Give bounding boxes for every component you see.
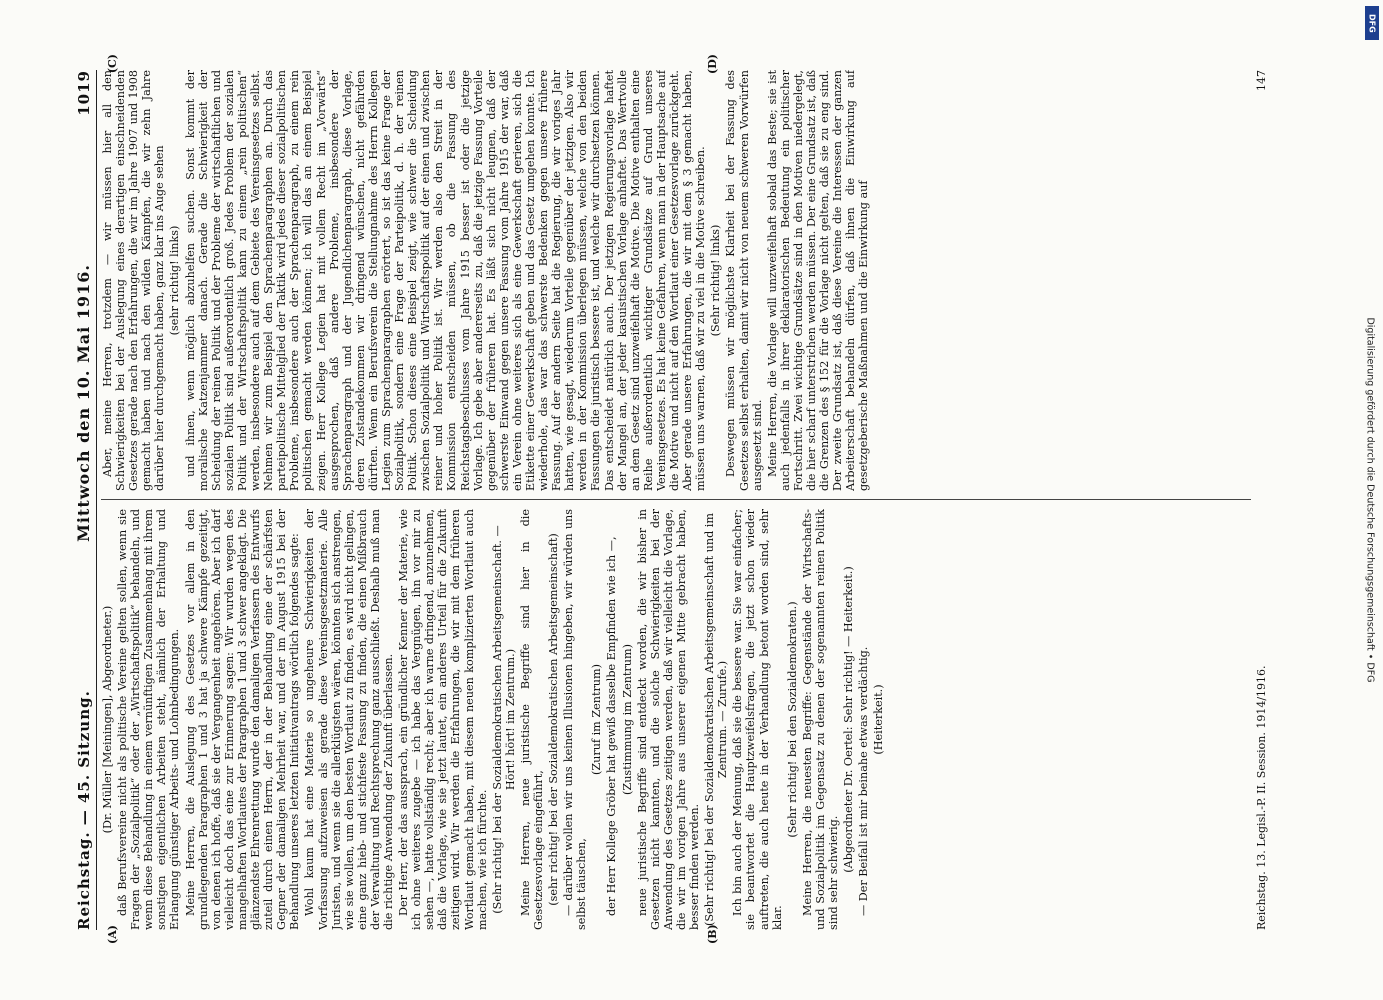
paragraph: neue juristische Begriffe sind entdeckt worden, die wir bisher in Gesetzen nicht kannten, und die solche Schwierigkeiten bei der Anwendung des Gesetzes zeitigen werden, daß wir vielleicht die Vorlage, die wir im vorigen Jahre aus unserer eigenen Mitte gebracht haben, besser finden werden. (635, 509, 702, 930)
page-header (74, 70, 97, 930)
footer-sheet-number: 147 (1255, 70, 1268, 91)
paragraph: (Zustimmung im Zentrum) (620, 644, 634, 795)
text-columns (101, 70, 1251, 930)
paragraph: und ihnen, wenn möglich abzuhelfen suchen. Sonst kommt der moralische Katzenjammer danach. Gerade die Schwierigkeit der Scheidung der reinen Politik und der Probleme der wirtschaftlichen und sozialen Politik sind außerordentlich groß. Jedes Problem der sozialen Politik und der Wirtschaftspolitik kann zu einem „rein politischen“ werden, insbesondere auch auf dem Gebiete des Vereinsgesetzes selbst. Nehmen wir zum Beispiel den Sprachenparagraphen an. Durch das parteipolitische Mittelglied der Taktik wird jedes dieser sozialpolitischen Probleme, insbesondere auch der Sprachenparagraph, zu einem rein politischen gemacht werden können; ich will das an einem Beispiel zeigen. Herr Kollege Legien hat mit vollem Recht im „Vorwärts“ ausgesprochen, daß andere Probleme, insbesondere der Sprachenparagraph und der Jugendlichenparagraph, diese Vorlage, deren Zustandekommen wir dringend wünschen, nicht gefährden dürften. Wenn ein Berufsverein die Stellungnahme des Herrn Kollegen Legien zum Sprachenparagraphen erörtert, so ist das keine Frage der Sozialpolitik, sondern eine Frage der Parteipolitik, d. h. der reinen Politik. Schon dieses eine Beispiel zeigt, wie schwer die Scheidung zwischen Sozialpolitik und Wirtschaftspolitik auf der einen und zwischen reiner und hoher Politik ist. Wir werden also den Streit in der Kommission entscheiden müssen, ob die Fassung des Reichstagsbeschlusses vom Jahre 1915 besser ist oder die jetzige Vorlage. Ich gebe aber andererseits zu, daß die jetzige Fassung Vorteile gegenüber der früheren hat. Es läßt sich nicht leugnen, daß der schwerste Einwand gegen unsere Fassung vom Jahre 1915 der war, daß ein Verein ohne weiteres sich als eine Gewerkschaft gerieren, sich die Etikette einer Gewerkschaft geben und das Gesetz umgehen konnte. Ich wiederhole, das war das schwerste Bedenken gegen unsere frühere Fassung. Auf der andern Seite hat die Regierung, die wir voriges Jahr hatten, wie gesagt, wiederum Vorteile gegenüber der jetzigen. Also wir werden in der Kommission überlegen müssen, welche von den beiden Fassungen die juristisch bessere ist, und welche wir durchsetzen können. Das entscheidet natürlich auch. Der jetzigen Regierungsvorlage haftet der Mangel an, der jeder kasuistischen Vorlage anhaftet. Das Wertvolle an dem Gesetz sind unzweifelhaft die Motive. Die Motive enthalten eine Reihe außerordentlich wichtiger Grundsätze auf Grund unseres Vereinsgesetzes. Es hat keine Gefahren, wenn man in der Hauptsache auf die Motive und nicht auf den Wortlaut einer Gesetzesvorlage zurückgeht. Aber gerade unsere Erfahrungen, die wir mit dem § 3 gemacht haben, müssen uns warnen, daß wir zu viel in die Motive schreiben. (183, 70, 708, 491)
paragraph: Meine Herren, neue juristische Begriffe sind hier in die Gesetzesvorlage eingeführt, (518, 509, 545, 930)
page-number: 1019 (75, 70, 93, 116)
paragraph: (sehr richtig! bei der Sozialdemokratischen Arbeitsgemeinschaft) (547, 533, 561, 906)
paragraph: Deswegen müssen wir möglichste Klarheit bei der Fassung des Gesetzes selbst erhalten, damit wir nicht von neuem schweren Vorwürfen ausgesetzt sind. (724, 70, 764, 491)
paragraph: Meine Herren, die neuesten Begriffe: Gegenstände der Wirtschafts- und Sozialpolitik im Gegensatz zu denen der sogenannten reinen Politik sind sehr schwierig. (800, 509, 840, 930)
paragraph: (Zuruf im Zentrum) (590, 664, 604, 775)
right-column (101, 70, 1251, 491)
page-footer (1255, 70, 1268, 930)
header-left: Reichstag. — 45. Sitzung. (75, 690, 93, 930)
margin-mark-a: (A) (106, 925, 119, 944)
paragraph: (Sehr richtig! links) (709, 224, 723, 337)
footer-session: Reichstag. 13. Legisl.-P. II. Session. 1914/1916. (1255, 665, 1268, 930)
credit-text: Digitalisierung gefördert durch die Deutsche Forschungsgemeinschaft • DFG (1364, 317, 1376, 683)
margin-mark-c: (C) (106, 54, 119, 74)
paragraph: (Dr. Müller [Meiningen], Abgeordneter.) (101, 605, 114, 834)
paragraph: Meine Herren, die Auslegung des Gesetzes vor allem in den grundlegenden Paragraphen 1 und 3 hat ja schwere Kämpfe gezeitigt, von denen ich hoffe, daß sie der Vergangenheit angehören. Aber ich darf vielleicht doch das eine zur Erinnerung sagen: Wir wurden wegen des mangelhaften Wortlautes der Paragraphen 1 und 3 schwer angeklagt. Die glänzendste Ehrenrettung wurde den damaligen Verfassern des Entwurfs zuteil durch einen Herrn, der in der Behandlung eine der schärfsten Gegner der damaligen Mehrheit war, und der im August 1915 bei der Behandlung unseres letzten Initiativantrags wörtlich folgendes sagte: (183, 509, 302, 930)
paragraph: — darüber wollen wir uns keinen Illusionen hingeben, wir würden uns selbst täuschen, (562, 509, 589, 930)
paragraph: Aber, meine Herren, trotzdem — wir müssen hier all den Schwierigkeiten bei der Auslegung eines derartigen einschneidenden Gesetzes gerade nach den Erfahrungen, die wir im Jahre 1907 und 1908 gemacht haben und nach den wilden Kämpfen, die wir zehn Jahre darüber hier durchgemacht haben, ganz klar ins Auge sehen (101, 70, 167, 491)
paragraph: daß Berufsvereine nicht als politische Vereine gelten sollen, wenn sie Fragen der „Sozialpolitik“ oder der „Wirtschaftspolitik“ behandeln, und wenn diese Behandlung in einem vernünftigen Zusammenhang mit ihrem sonstigen eigentlichen Arbeiten steht, nämlich der Erhaltung und Erlangung günstiger Arbeits- und Lohnbedingungen. (116, 509, 182, 930)
paragraph: (Heiterkeit.) (872, 684, 886, 755)
paragraph: (Sehr richtig! bei der Sozialdemokratischen Arbeitsgemeinschaft und im Zentrum. — Zurufe.) (703, 513, 730, 926)
paragraph: (sehr richtig! links) (168, 225, 182, 336)
paragraph: Wohl kaum hat eine Materie so ungeheure Schwierigkeiten der Vorfassung aufzuweisen als gerade diese Vereinsgesetzmaterie. Alle Juristen, und wenn sie die allerklügsten wären, könnten sich anstrengen, wie sie wollen, um den besten Wortlaut zu finden, es wird nicht gelingen, eine ganz hieb- und stichfeste Fassung zu finden, die einen Mißbrauch der Verwaltung und Rechtsprechung ganz ausschließt. Deshalb muß man die richtige Anwendung der Zukunft überlassen. (303, 509, 395, 930)
header-date: Mittwoch den 10. Mai 1916. (74, 264, 93, 542)
left-column (101, 509, 1251, 930)
margin-mark-b: (B) (706, 924, 719, 944)
paragraph: — Der Beifall ist mir beinahe etwas verdächtig. (857, 646, 871, 916)
paragraph: (Abgeordneter Dr. Oertel: Sehr richtig! — Heiterkeit.) (842, 566, 856, 873)
digitization-credit (1359, 0, 1381, 1000)
paragraph: (Sehr richtig! bei der Sozialdemokratischen Arbeitsgemeinschaft. — Hört! hört! im Zentrum.) (490, 525, 517, 914)
paragraph: Ich bin auch der Meinung, daß sie die bessere war. Sie war einfacher; sie beantwortet die Hauptzweifelsfragen, die jetzt schon wieder auftreten, die auch heute in der Verhandlung betont worden sind, sehr klar. (731, 509, 784, 930)
column-divider (101, 499, 1251, 500)
paragraph: Meine Herren, die Vorlage will unzweifelhaft sobald das Beste; sie ist auch jedenfalls in ihrer deklaratorischen Bedeutung ein politischer Fortschritt. Zwei wichtige Grundsätze sind in den Motiven niedergelegt, die hier scharf unterstrichen werden müssen. Der eine Grundsatz ist, daß die Grenzen des § 152 für die Vorlage nicht gelten, daß sie zu eng sind. Der zweite Grundsatz ist, daß diese Vereine die Interessen der ganzen Arbeiterschaft behandeln dürfen, daß ihnen die Einwirkung auf gesetzgeberische Maßnahmen und die Einwirkung auf (765, 70, 871, 491)
paragraph: der Herr Kollege Gröber hat gewiß dasselbe Empfinden wie ich —, (605, 536, 619, 916)
dfg-logo: DFG (1365, 6, 1379, 40)
paragraph: (Sehr richtig! bei den Sozialdemokraten.) (785, 601, 799, 838)
paragraph: Der Herr, der das aussprach, ein gründlicher Kenner der Materie, wie ich ohne weiteres zugebe — ich habe das Vergnügen, ihn vor mir zu sehen —, hatte vollständig recht; aber ich warne dringend, anzunehmen, daß die Vorlage, wie sie jetzt lautet, ein anderes Urteil für die Zukunft zeitigen wird. Wir werden die Erfahrungen, die wir mit dem früheren Wortlaut gemacht haben, mit diesem neuen komplizierten Wortlaut auch machen, wie ich fürchte. (397, 509, 489, 930)
margin-mark-d: (D) (706, 54, 719, 74)
rotated-document-page (66, 54, 1316, 944)
